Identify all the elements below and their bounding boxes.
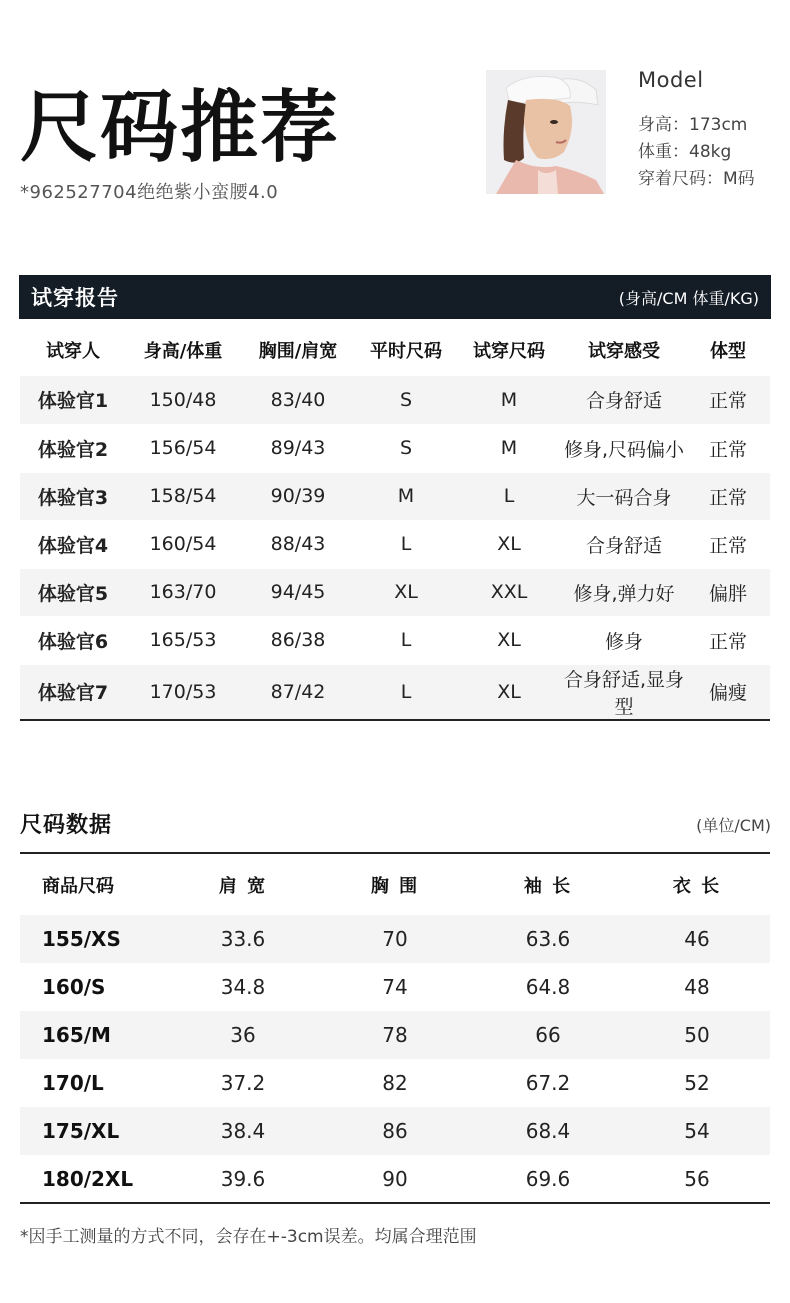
col-length: 衣 长 [672, 875, 722, 897]
size-data-unit: (单位/CM) [696, 816, 771, 835]
cell: 体验官7 [20, 664, 126, 720]
page-title: 尺码推荐 [20, 83, 341, 173]
col-height-weight: 身高/体重 [143, 341, 223, 362]
cell: 体验官6 [20, 616, 126, 664]
col-bust: 胸 围 [370, 875, 420, 897]
col-usual-size: 平时尺码 [370, 341, 442, 362]
table-row [20, 1011, 770, 1059]
cell: 170/53 [126, 664, 240, 720]
cell: 正常 [686, 376, 770, 424]
col-product-size: 商品尺码 [42, 875, 114, 897]
cell: 偏胖 [686, 568, 770, 616]
cell: 63.6 [525, 927, 571, 951]
cell: XL [456, 616, 562, 664]
table-row [20, 424, 770, 472]
cell: 160/54 [126, 520, 240, 568]
cell: 74 [382, 975, 408, 999]
col-bust-shoulder: 胸围/肩宽 [258, 341, 338, 362]
cell: 69.6 [525, 1166, 571, 1191]
cell: 34.8 [220, 975, 266, 999]
cell: 64.8 [525, 975, 571, 999]
cell: 修身,弹力好 [562, 568, 686, 616]
cell: S [356, 424, 456, 472]
cell: 170/L [42, 1071, 104, 1095]
cell: 37.2 [220, 1071, 266, 1095]
cell: 156/54 [126, 424, 240, 472]
cell: 体验官5 [20, 568, 126, 616]
cell: 体验官1 [20, 376, 126, 424]
cell: 合身舒适 [562, 520, 686, 568]
cell: 56 [684, 1166, 710, 1191]
cell: 50 [684, 1023, 710, 1047]
report-unit: (身高/CM 体重/KG) [618, 288, 759, 308]
size-data-title: 尺码数据 [20, 813, 113, 838]
cell: 88/43 [240, 520, 356, 568]
cell: L [356, 520, 456, 568]
col-tried-size: 试穿尺码 [473, 341, 545, 362]
model-size: 穿着尺码：M码 [638, 169, 755, 189]
measurement-footnote: *因手工测量的方式不同，会存在+-3cm误差。均属合理范围 [20, 1227, 477, 1247]
cell: 修身,尺码偏小 [562, 424, 686, 472]
table-row [20, 1059, 770, 1107]
table-row [20, 915, 770, 963]
cell: M [456, 376, 562, 424]
cell: M [456, 424, 562, 472]
cell: 155/XS [42, 927, 121, 951]
model-portrait-image [486, 70, 606, 194]
cell: 70 [382, 927, 408, 951]
cell: L [456, 472, 562, 520]
cell: 39.6 [220, 1166, 266, 1191]
cell: 175/XL [42, 1119, 120, 1143]
cell: 165/M [42, 1023, 111, 1047]
cell: 修身 [562, 616, 686, 664]
cell: 160/S [42, 975, 106, 999]
cell: 54 [684, 1119, 710, 1143]
cell: 68.4 [525, 1119, 571, 1143]
cell: 150/48 [126, 376, 240, 424]
cell: 33.6 [220, 927, 266, 951]
report-header-bar [19, 275, 771, 319]
cell: XL [356, 568, 456, 616]
table-row [20, 616, 770, 664]
table-row [20, 376, 770, 424]
table-row [20, 963, 770, 1011]
cell: XL [456, 520, 562, 568]
table-row [20, 568, 770, 616]
model-height: 身高：173cm [638, 115, 748, 135]
col-tester: 试穿人 [46, 341, 100, 362]
table-row [20, 1107, 770, 1155]
model-label: Model [638, 68, 704, 92]
cell: 正常 [686, 472, 770, 520]
cell: 83/40 [240, 376, 356, 424]
try-on-report-table [20, 324, 770, 721]
cell: 52 [684, 1071, 710, 1095]
cell: 体验官4 [20, 520, 126, 568]
size-header-row [20, 853, 770, 915]
table-row [20, 664, 770, 720]
col-body-type: 体型 [710, 341, 746, 362]
cell: 90 [382, 1166, 408, 1191]
table-row [20, 472, 770, 520]
cell: 38.4 [220, 1119, 266, 1143]
cell: 正常 [686, 424, 770, 472]
cell: 165/53 [126, 616, 240, 664]
cell: S [356, 376, 456, 424]
cell: 46 [684, 927, 710, 951]
cell: 正常 [686, 520, 770, 568]
cell: 89/43 [240, 424, 356, 472]
cell: 正常 [686, 616, 770, 664]
cell: 90/39 [240, 472, 356, 520]
cell: 48 [684, 975, 710, 999]
cell: XXL [456, 568, 562, 616]
cell: 87/42 [240, 664, 356, 720]
model-weight: 体重：48kg [638, 142, 732, 162]
cell: 大一码合身 [562, 472, 686, 520]
col-shoulder: 肩 宽 [218, 875, 268, 897]
cell: 82 [382, 1071, 408, 1095]
cell: 体验官3 [20, 472, 126, 520]
report-header-row [20, 324, 770, 376]
col-sleeve: 袖 长 [523, 875, 573, 897]
cell: L [356, 664, 456, 720]
product-code: *962527704绝绝紫小蛮腰4.0 [20, 182, 279, 203]
size-data-table [20, 852, 770, 1204]
cell: 66 [535, 1023, 561, 1047]
cell: XL [456, 664, 562, 720]
cell: 偏瘦 [686, 664, 770, 720]
cell: 86/38 [240, 616, 356, 664]
cell: 94/45 [240, 568, 356, 616]
cell: 合身舒适 [562, 376, 686, 424]
table-row [20, 520, 770, 568]
col-feeling: 试穿感受 [588, 341, 660, 362]
cell: 158/54 [126, 472, 240, 520]
cell: 78 [382, 1023, 408, 1047]
cell: 合身舒适,显身型 [562, 664, 686, 720]
model-info [638, 68, 755, 193]
cell: M [356, 472, 456, 520]
cell: 163/70 [126, 568, 240, 616]
cell: 67.2 [525, 1071, 571, 1095]
cell: L [356, 616, 456, 664]
cell: 180/2XL [42, 1166, 134, 1191]
report-title: 试穿报告 [31, 286, 119, 310]
cell: 86 [382, 1119, 408, 1143]
table-row [20, 1155, 770, 1203]
cell: 体验官2 [20, 424, 126, 472]
model-photo [486, 70, 606, 194]
cell: 36 [230, 1023, 256, 1047]
